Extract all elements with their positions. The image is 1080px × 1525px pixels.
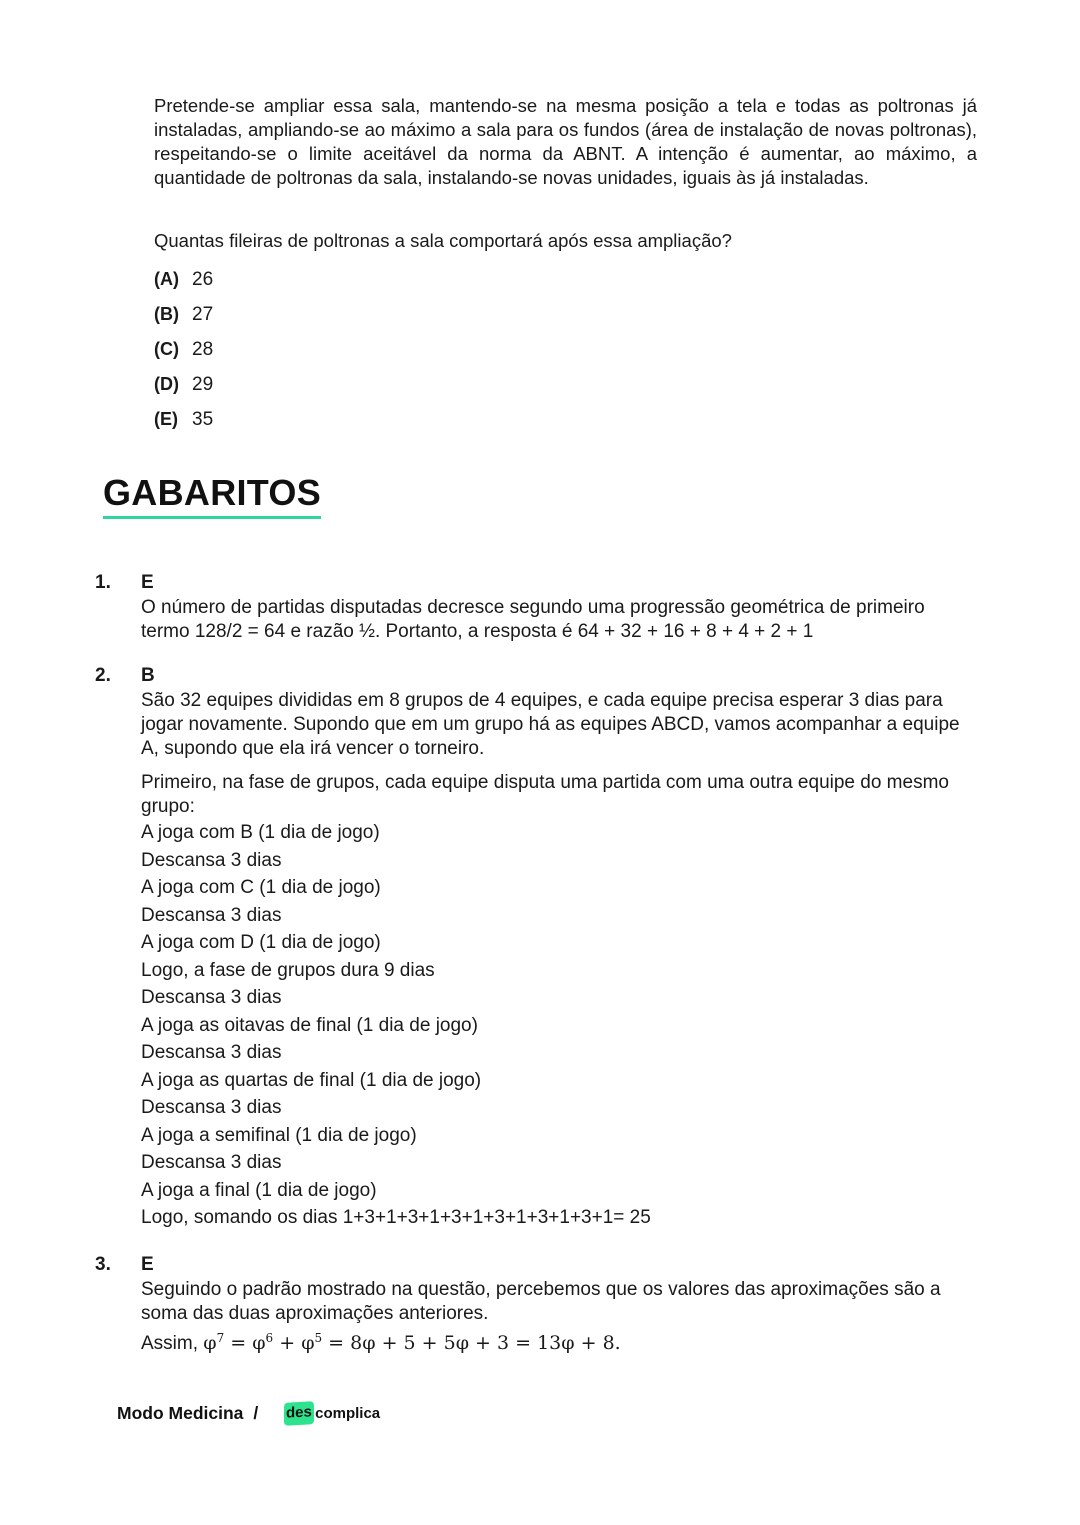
math-formula: Assim, $\varphi^7 = \varphi^6 + \varphi^5 = 8\varphi + 5 + 5\varphi + 3 = 13\varphi + 8$. xyxy=(141,1331,621,1354)
answer-number: 1. xyxy=(95,572,111,593)
explanation-paragraph: Seguindo o padrão mostrado na questão, percebemos que os valores das aproximações são a soma das duas aproximações anteriores. xyxy=(141,1279,941,1324)
step-line: A joga com B (1 dia de jogo) xyxy=(141,822,380,843)
descomplica-logo xyxy=(284,1402,380,1425)
option-d xyxy=(154,371,213,406)
logo-highlight: des xyxy=(284,1401,314,1426)
step-line: A joga a final (1 dia de jogo) xyxy=(141,1179,377,1201)
answer-letter: E xyxy=(141,1254,154,1275)
step-line: Descansa 3 dias xyxy=(141,1097,282,1118)
option-letter: (D) xyxy=(154,374,179,394)
step-line: Logo, a fase de grupos dura 9 dias xyxy=(141,959,435,981)
option-letter: (A) xyxy=(154,269,179,289)
option-c xyxy=(154,336,213,371)
option-value: 35 xyxy=(192,409,214,430)
answer-letter: E xyxy=(141,572,154,593)
answer-letter: B xyxy=(141,665,155,686)
step-line: A joga as quartas de final (1 dia de jogo) xyxy=(141,1069,482,1091)
answer-number: 3. xyxy=(95,1254,111,1275)
steps-list xyxy=(141,819,977,1232)
question-prompt: Quantas fileiras de poltronas a sala comportará após essa ampliação? xyxy=(154,230,732,251)
step-line: A joga com D (1 dia de jogo) xyxy=(141,932,381,953)
footer-separator: / xyxy=(253,1402,259,1423)
option-value: 28 xyxy=(192,339,214,360)
option-value: 29 xyxy=(192,374,214,395)
step-line: Descansa 3 dias xyxy=(141,987,282,1008)
answer-explanation xyxy=(141,1278,977,1356)
answer-explanation xyxy=(141,596,977,644)
option-value: 27 xyxy=(192,304,214,325)
answer-options-list xyxy=(154,266,213,441)
step-line: Descansa 3 dias xyxy=(141,904,282,926)
option-letter: (E) xyxy=(154,409,178,429)
explanation-paragraph: Primeiro, na fase de grupos, cada equipe disputa uma partida com uma outra equipe do mesmo grupo: xyxy=(141,772,949,817)
option-a xyxy=(154,266,213,301)
step-line: Logo, somando os dias 1+3+1+3+1+3+1+3+1+3+1+3+1= 25 xyxy=(141,1207,651,1228)
option-e xyxy=(154,406,213,441)
footer-brand: Modo Medicina xyxy=(117,1402,244,1423)
option-letter: (B) xyxy=(154,304,179,324)
question-intro-text: Pretende-se ampliar essa sala, mantendo-se na mesma posição a tela e todas as poltronas já instaladas, ampliando-se ao máximo a sala para os fundos (área de instalação de novas poltronas), respeitando-se o limite aceitável da norma da ABNT. A intenção é aumentar, ao máximo, a quantidade de poltronas da sala, instalando-se novas unidades, iguais às já instaladas. xyxy=(154,95,977,188)
section-title: GABARITOS xyxy=(103,472,321,519)
step-line: A joga a semifinal (1 dia de jogo) xyxy=(141,1124,417,1146)
step-line: A joga as oitavas de final (1 dia de jogo) xyxy=(141,1014,478,1036)
step-line: Descansa 3 dias xyxy=(141,1152,282,1173)
answer-number: 2. xyxy=(95,665,111,686)
footer xyxy=(117,1398,380,1428)
step-line: A joga com C (1 dia de jogo) xyxy=(141,877,381,898)
option-letter: (C) xyxy=(154,339,179,359)
step-line: Descansa 3 dias xyxy=(141,849,282,871)
option-b xyxy=(154,301,213,336)
option-value: 26 xyxy=(192,269,214,290)
explanation-paragraph: São 32 equipes divididas em 8 grupos de 4 equipes, e cada equipe precisa esperar 3 dias para jogar novamente. Supondo que em um grupo há as equipes ABCD, vamos acompanhar a equipe A, supondo que ela irá vencer o torneiro. xyxy=(141,690,960,759)
explanation-paragraph: O número de partidas disputadas decresce segundo uma progressão geométrica de primeiro termo 128/2 = 64 e razão ½. Portanto, a resposta é 64 + 32 + 16 + 8 + 4 + 2 + 1 xyxy=(141,597,925,642)
step-line: Descansa 3 dias xyxy=(141,1042,282,1063)
answer-explanation xyxy=(141,689,977,1232)
logo-text: complica xyxy=(315,1404,381,1422)
